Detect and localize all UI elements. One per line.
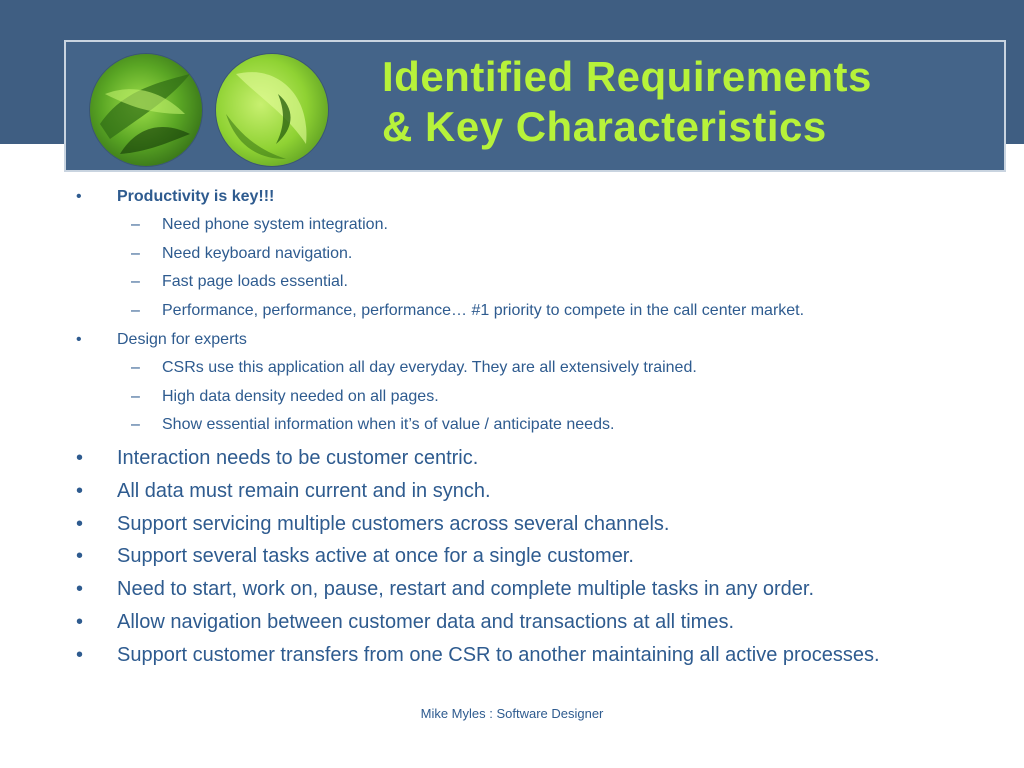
bullet-icon: • <box>76 545 84 567</box>
bullet-text: All data must remain current and in synch. <box>117 480 491 502</box>
bullet-icon: • <box>76 513 84 535</box>
bullet-text: Need to start, work on, pause, restart and complete multiple tasks in any order. <box>117 578 815 600</box>
dash-icon: – <box>131 416 140 433</box>
dash-icon: – <box>131 245 140 262</box>
bullet-text: Design for experts <box>117 331 247 348</box>
bullet-icon: • <box>76 644 84 666</box>
dash-icon: – <box>131 359 140 376</box>
bullet-icon: • <box>76 480 84 502</box>
bullet-icon: • <box>76 611 84 633</box>
bullet-text: Interaction needs to be customer centric. <box>117 447 479 469</box>
bullet-icon: • <box>76 447 84 469</box>
title-line-1: Identified Requirements <box>382 53 872 100</box>
bullet-text: Support several tasks active at once for a single customer. <box>117 545 634 567</box>
bullet-text: Support customer transfers from one CSR to another maintaining all active processes. <box>117 644 880 666</box>
subitem-text: Need keyboard navigation. <box>162 245 353 262</box>
slide-footer: Mike Myles : Software Designer <box>420 706 604 721</box>
title-line-2: & Key Characteristics <box>382 103 827 150</box>
bullet-icon: • <box>76 188 82 205</box>
subitem-text: Need phone system integration. <box>162 216 388 233</box>
bullet-icon: • <box>76 331 82 348</box>
dash-icon: – <box>131 388 140 405</box>
dash-icon: – <box>131 302 140 319</box>
subitem-text: Show essential information when it’s of value / anticipate needs. <box>162 416 615 433</box>
subitem-text: Fast page loads essential. <box>162 273 348 290</box>
dash-icon: – <box>131 216 140 233</box>
bullet-text: Allow navigation between customer data and transactions at all times. <box>117 611 735 633</box>
subitem-text: CSRs use this application all day everyday. They are all extensively trained. <box>162 359 697 376</box>
bullet-icon: • <box>76 578 84 600</box>
subitem-text: High data density needed on all pages. <box>162 388 439 405</box>
subitem-text: Performance, performance, performance… #1 priority to compete in the call center market. <box>162 302 805 319</box>
bullet-text: Support servicing multiple customers across several channels. <box>117 513 670 535</box>
bullet-text: Productivity is key!!! <box>117 188 275 205</box>
dash-icon: – <box>131 273 140 290</box>
